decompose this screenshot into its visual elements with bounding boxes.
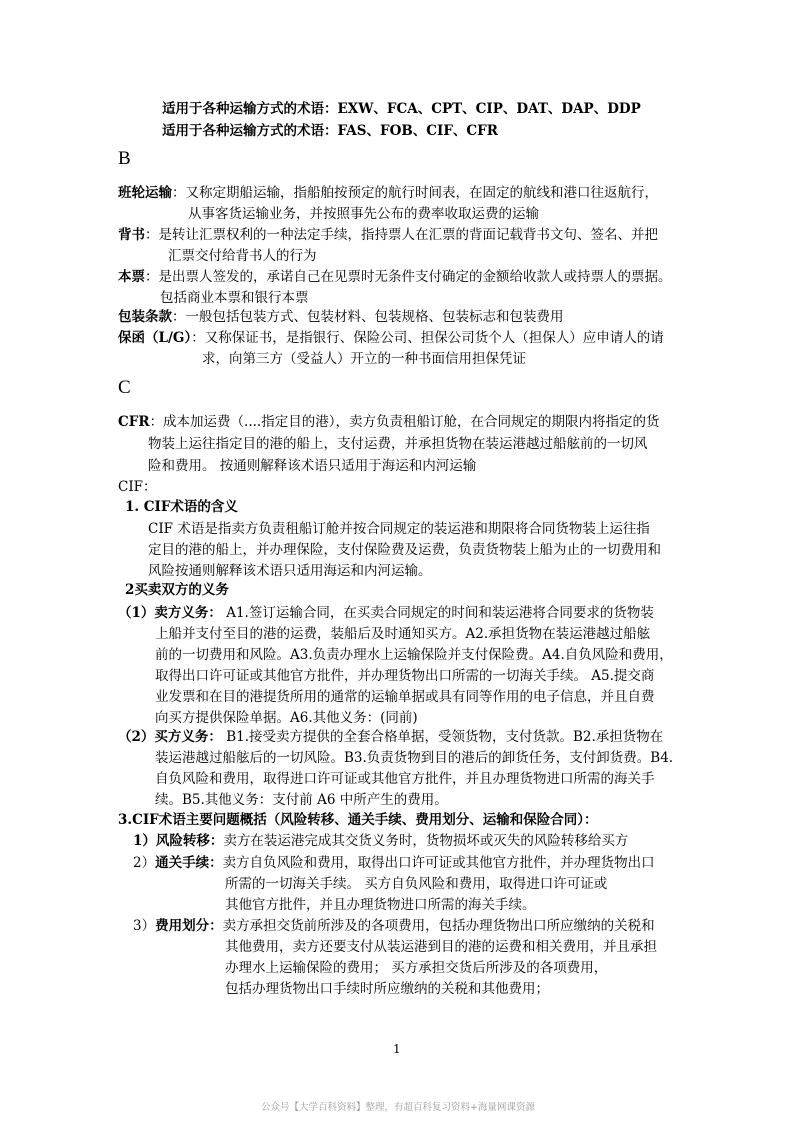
term-text: ：又称定期船运输，指船舶按预定的航行时间表，在固定的航线和港口往返航行， [172,185,658,201]
cif-heading-meaning: 1. CIF术语的含义 [125,499,238,515]
customs-clearance-item [133,851,655,871]
item-text: 卖方承担交货前所涉及的各项费用，包括办理货物出口所应缴纳的关税和 [222,918,655,934]
item-text: 卖方在装运港完成其交货义务时，货物损坏或灭失的风险转移给买方 [223,833,629,849]
entry-continuation: 从事客货运输业务，并按照事先公布的费率收取运费的运输 [188,206,539,222]
glossary-entry-endorsement [118,223,658,243]
term-text: ：是出票人签发的，承诺自己在见票时无条件支付确定的金额给收款人或持票人的票据。 [145,269,672,285]
term-label: 包装条款 [118,309,172,325]
paragraph-line: CIF 术语是指卖方负责租船订舱并按合同规定的装运港和期限将合同货物装上运往指 [148,521,650,537]
item-number: （2） [118,729,155,745]
item-text: B1.接受卖方提供的全套合格单据，受领货物，支付货款。B2.承担货物在 [226,729,664,745]
glossary-entry-liner-shipping [118,181,658,201]
paragraph-line: 自负风险和费用，取得进口许可证或其他官方批件，并且办理货物进口所需的海关手 [155,771,655,787]
paragraph-line: 其他费用，卖方还要支付从装运港到目的港的运费和相关费用，并且承担 [225,939,657,955]
term-label: 背书 [118,227,145,243]
seller-obligations [118,601,654,621]
paragraph-line: 定目的港的船上，并办理保险，支付保险费及运费，负责货物装上船为止的一切费用和 [148,542,661,558]
item-label: 风险转移： [155,833,224,849]
paragraph-line: 风险按通则解释该术语只适用海运和内河运输。 [148,563,432,579]
paragraph-line: 业发票和在目的港提货所用的通常的运输单据或具有同等作用的电子信息，并且自费 [155,689,655,705]
paragraph-line: 装运港越过船舷后的一切风险。B3.负责货物到目的港后的卸货任务，支付卸货费。B4. [155,750,674,766]
glossary-entry-cfr [118,410,659,430]
term-label: CFR [118,414,150,430]
term-text: ：又称保证书，是指银行、保险公司、担保公司货个人（担保人）应申请人的请 [191,330,664,346]
term-text: ：成本加运费（....指定目的港），卖方负责租船订舱，在合同规定的期限内将指定的货 [149,414,660,430]
page-number: 1 [393,1042,401,1056]
paragraph-line: 所需的一切海关手续。 买方自负风险和费用，取得进口许可证或 [225,876,608,892]
paragraph-line: 取得出口许可证或其他官方批件，并办理货物出口所需的一切海关手续。 A5.提交商 [155,668,655,684]
cif-label: CIF： [118,479,157,495]
item-number: 2） [133,855,156,871]
paragraph-line: 上船并支付至目的港的运费，装船后及时通知买方。A2.承担货物在装运港越过船舷 [155,626,651,642]
item-number: （1） [118,605,155,621]
term-text: ：一般包括包装方式、包装材料、包装规格、包装标志和包装费用 [172,309,564,325]
risk-transfer-item [133,829,628,849]
cif-heading-obligations: 2买卖双方的义务 [125,582,229,598]
section-letter-b: B [118,148,131,169]
term-label: 班轮运输 [118,185,172,201]
item-text: A1.签订运输合同，在买卖合同规定的时间和装运港将合同要求的货物装 [226,605,654,621]
item-text: 卖方自负风险和费用，取得出口许可证或其他官方批件，并办理货物出口 [222,855,655,871]
glossary-entry-letter-of-guarantee [118,326,664,346]
entry-continuation: 物装上运往指定目的港的船上，支付运费，并承担货物在装运港越过船舷前的一切风 [148,436,648,452]
item-label: 费用划分： [155,918,223,934]
glossary-entry-packing-clause [118,305,564,325]
item-number: 3） [133,918,156,934]
footer-note: 公众号【大学百科资料】整理，有超百科复习资料+海量网课资源 [261,1102,535,1113]
entry-continuation: 险和费用。 按通则解释该术语只适用于海运和内河运输 [148,458,477,474]
cif-heading-summary: 3.CIF术语主要问题概括（风险转移、通关手续、费用划分、运输和保险合同）： [118,812,598,828]
item-label: 买方义务： [154,729,222,745]
buyer-obligations [118,725,663,745]
term-label: 保函（L/G） [118,330,192,346]
paragraph-line: 包括办理货物出口手续时所应缴纳的关税和其他费用； [225,981,549,997]
item-number: 1） [133,833,156,849]
cost-division-item [133,914,655,934]
term-text: ：是转让汇票权利的一种法定手续，指持票人在汇票的背面记载背书文句、签名、并把 [145,227,658,243]
entry-continuation: 求，向第三方（受益人）开立的一种书面信用担保凭证 [202,351,526,367]
glossary-entry-promissory-note [118,265,672,285]
paragraph-line: 向买方提供保险单据。A6.其他义务：(同前) [155,710,418,726]
term-label: 本票 [118,269,145,285]
item-label: 通关手续： [155,855,223,871]
entry-continuation: 包括商业本票和银行本票 [160,290,309,306]
paragraph-line: 前的一切费用和风险。A3.负责办理水上运输保险并支付保险费。A4.自负风险和费用， [155,647,673,663]
paragraph-line: 办理水上运输保险的费用； 买方承担交货后所涉及的各项费用， [225,960,608,976]
intro-line-1: 适用于各种运输方式的术语：EXW、FCA、CPT、CIP、DAT、DAP、DDP [162,101,641,117]
section-letter-c: C [118,377,131,398]
entry-continuation: 汇票交付给背书人的行为 [168,248,317,264]
paragraph-line: 其他官方批件，并且办理货物进口所需的海关手续。 [225,897,536,913]
paragraph-line: 续。B5.其他义务：支付前 A6 中所产生的费用。 [155,792,448,808]
item-label: 卖方义务： [154,605,222,621]
intro-line-2: 适用于各种运输方式的术语：FAS、FOB、CIF、CFR [162,123,498,139]
